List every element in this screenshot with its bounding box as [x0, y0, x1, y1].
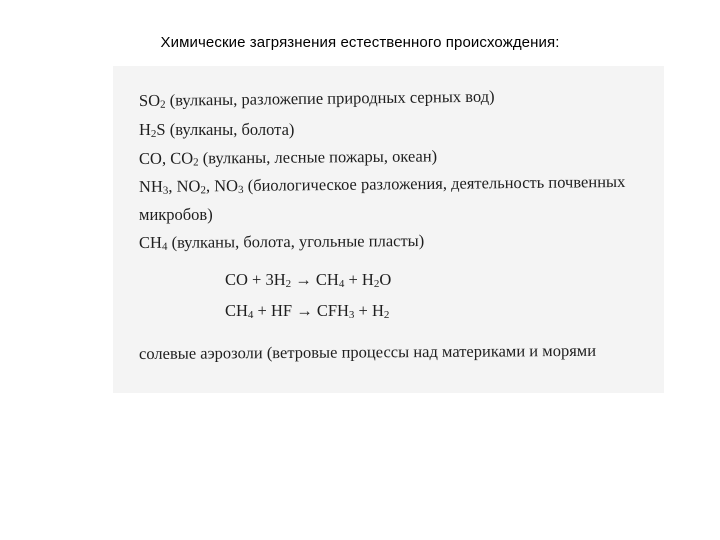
- salt-aerosols-line: солевые аэрозоли (ветровые процессы над материками и морями: [138, 340, 597, 363]
- co-co2-line: CO, $CO_2$ (вулканы, лесные пожары, океан): [138, 146, 438, 169]
- ch4-line: $CH_4$ (вулканы, болота, угольные пласты): [138, 231, 425, 253]
- h2s-line: $H_2S$ (вулканы, болота): [139, 120, 295, 140]
- reaction-equation-2: $CH_4$ + HF → $CFH_3 + H_2$: [225, 301, 390, 321]
- slide-title: Химические загрязнения естественного происхождения:: [160, 34, 560, 51]
- microbes-line: микробов): [139, 205, 213, 224]
- so2-line: $SO_2$ (вулканы, разложепие природных серных вод): [138, 86, 495, 111]
- reaction-equation-1: CO + $3H_2 \to CH_4 + H_2O$: [225, 270, 392, 290]
- scanned-text-image: [113, 66, 664, 393]
- nitrogen-compounds-line: $NH_3$, $NO_2$, $NO_3$ (биологическое разложения, деятельность почвенных: [138, 171, 626, 197]
